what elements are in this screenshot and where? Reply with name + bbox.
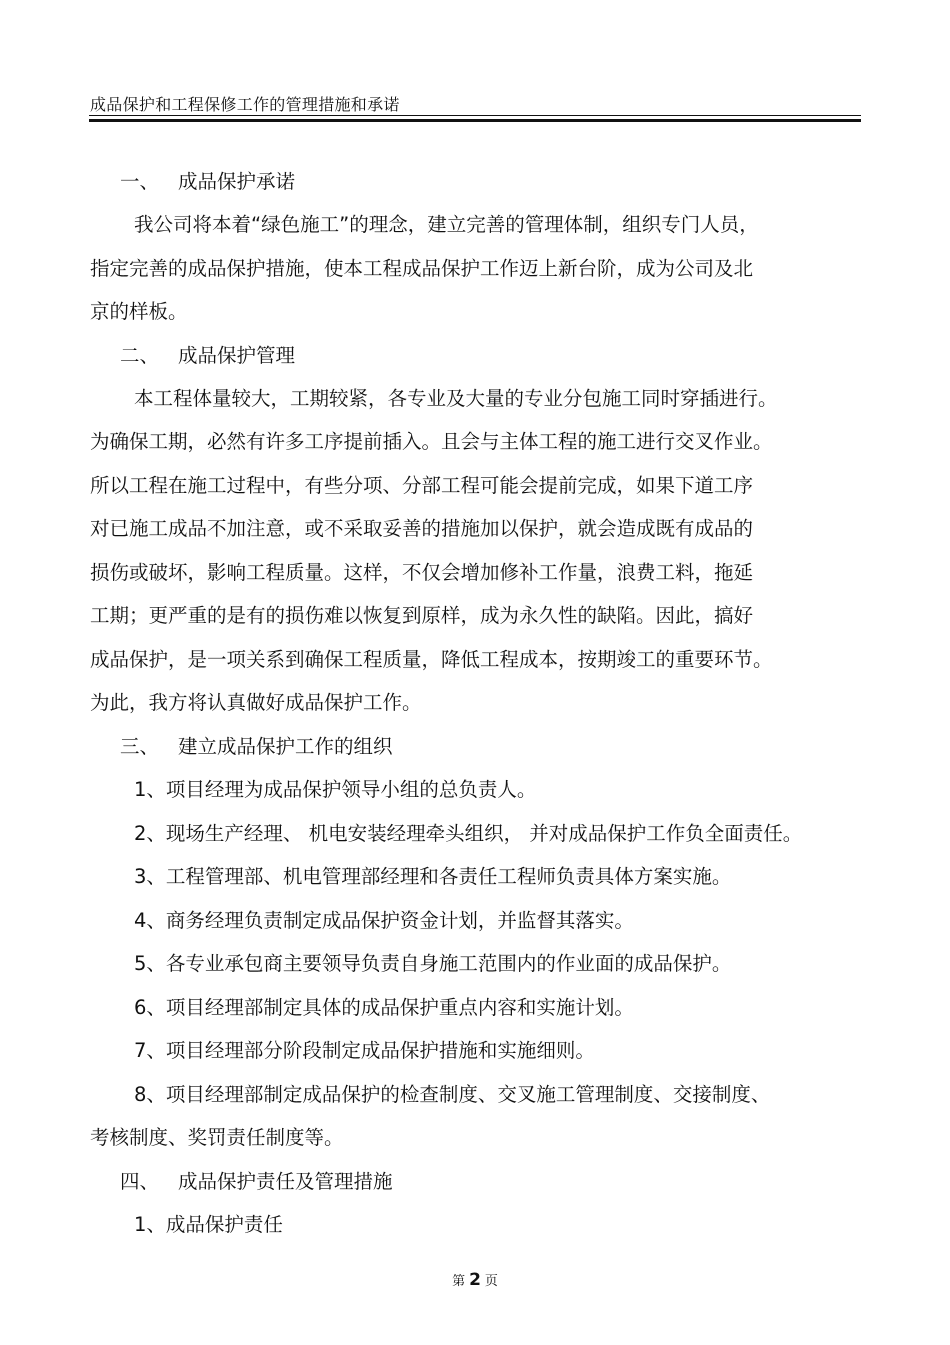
- section-2-title: 成品保护管理: [178, 344, 296, 367]
- list-item: 5、各专业承包商主要领导负责自身施工范围内的作业面的成品保护。: [134, 952, 732, 975]
- list-item: 8、项目经理部制定成品保护的检查制度、交叉施工管理制度、交接制度、: [134, 1083, 771, 1106]
- section-1-title: 成品保护承诺: [178, 170, 296, 193]
- section-3-number: 三、: [120, 735, 160, 758]
- paragraph-line: 京的样板。: [90, 300, 188, 323]
- paragraph-line: 指定完善的成品保护措施，使本工程成品保护工作迈上新台阶，成为公司及北: [90, 257, 754, 280]
- section-4-number: 四、: [120, 1170, 160, 1193]
- section-2-number: 二、: [120, 344, 160, 367]
- paragraph-line: 工期；更严重的是有的损伤难以恢复到原样，成为永久性的缺陷。因此，搞好: [90, 604, 754, 627]
- paragraph-line: 所以工程在施工过程中，有些分项、分部工程可能会提前完成，如果下道工序: [90, 474, 754, 497]
- section-4-title: 成品保护责任及管理措施: [178, 1170, 393, 1193]
- paragraph-line: 为确保工期，必然有许多工序提前插入。且会与主体工程的施工进行交叉作业。: [90, 430, 773, 453]
- paragraph-line: 损伤或破坏，影响工程质量。这样，不仅会增加修补工作量，浪费工料，拖延: [90, 561, 754, 584]
- header-rule-thick: [89, 119, 861, 122]
- section-4-heading: [120, 1172, 393, 1192]
- list-item: 4、商务经理负责制定成品保护资金计划，并监督其落实。: [134, 909, 634, 932]
- list-item: 7、项目经理部分阶段制定成品保护措施和实施细则。: [134, 1039, 595, 1062]
- paragraph-line: 对已施工成品不加注意，或不采取妥善的措施加以保护，就会造成既有成品的: [90, 517, 754, 540]
- list-item: 3、工程管理部、机电管理部经理和各责任工程师负责具体方案实施。: [134, 865, 732, 888]
- section-3-heading: [120, 737, 393, 757]
- list-item: 6、项目经理部制定具体的成品保护重点内容和实施计划。: [134, 996, 634, 1019]
- page-footer: [0, 1270, 950, 1290]
- list-item: 1、项目经理为成品保护领导小组的总负责人。: [134, 778, 537, 801]
- section-3-title: 建立成品保护工作的组织: [178, 735, 393, 758]
- running-header: 成品保护和工程保修工作的管理措施和承诺: [90, 95, 400, 114]
- footer-suffix: 页: [484, 1274, 498, 1289]
- footer-prefix: 第: [452, 1274, 466, 1289]
- subsection-heading: 1、成品保护责任: [134, 1213, 283, 1236]
- section-1-heading: [120, 172, 295, 192]
- paragraph-line: 为此，我方将认真做好成品保护工作。: [90, 691, 422, 714]
- paragraph-line: 本工程体量较大，工期较紧，各专业及大量的专业分包施工同时穿插进行。: [134, 387, 778, 410]
- paragraph-line: 我公司将本着“绿色施工”的理念，建立完善的管理体制，组织专门人员，: [134, 213, 759, 236]
- list-item-continuation: 考核制度、奖罚责任制度等。: [90, 1126, 344, 1149]
- section-2-heading: [120, 346, 295, 366]
- header-rule-thin: [89, 115, 861, 116]
- paragraph-line: 成品保护，是一项关系到确保工程质量，降低工程成本，按期竣工的重要环节。: [90, 648, 773, 671]
- list-item: 2、现场生产经理、 机电安装经理牵头组织， 并对成品保护工作负全面责任。: [134, 822, 803, 845]
- page-number: 2: [469, 1270, 481, 1290]
- section-1-number: 一、: [120, 170, 160, 193]
